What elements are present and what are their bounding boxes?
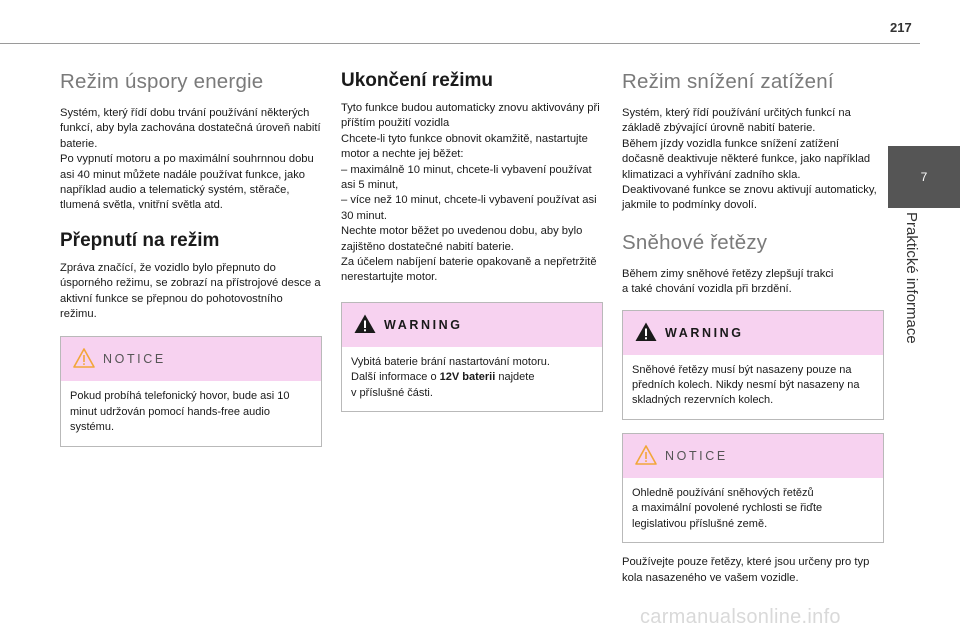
warning-text-part-2: najdete v příslušné části. xyxy=(351,371,535,399)
warning-text-part-1: Vybitá baterie brání nastartování motoru. Další informace o xyxy=(351,355,550,384)
paragraph-chain-type: Používejte pouze řetězy, které jsou určeny pro typ kola nasazeného ve vašem vozidle. xyxy=(622,556,870,584)
header-rule xyxy=(0,43,920,44)
notice-warning-triangle-icon xyxy=(634,443,658,467)
heading-load-reduction-mode: Režim snížení zatížení xyxy=(622,70,834,93)
warning-triangle-icon xyxy=(353,312,377,336)
heading-snow-chains: Sněhové řetězy xyxy=(622,230,768,254)
warning-text-battery: 12V baterii xyxy=(439,371,496,384)
notice-warning-triangle-icon xyxy=(72,346,96,370)
heading-energy-saving-mode: Režim úspory energie xyxy=(60,70,264,93)
warning-text xyxy=(342,347,602,411)
column-exit-mode xyxy=(341,70,603,412)
notice-text: Pokud probíhá telefonický hovor, bude asi 10 minut udržován pomocí hands-free audio systému. xyxy=(70,390,290,434)
chapter-tab xyxy=(888,146,960,208)
notice-box xyxy=(60,336,322,446)
paragraph-exit-mode: Tyto funkce budou automaticky znovu aktivovány při příštím použití vozidla Chcete-li tyto funkce obnovit okamžitě, nastartujte motor a nechte jej běžet: – maximálně 10 minut, chcete-li vybavení používat asi 5 minut, – více než 10 minut, chcete-li vybavení používat asi 30 minut. Nechte motor běžet po uvedenou dobu, aby bylo zajištěno dostatečné nabití baterie. Za účelem nabíjení baterie opakovaně a nepřetržitě nerestartujte motor. xyxy=(341,102,600,284)
paragraph-energy-saving: Systém, který řídí dobu trvání používání některých funkcí, aby byla zachována dostatečná úroveň nabití baterie. Po vypnutí motoru a po maximální souhrnnou dobu asi 40 minut můžete nadále používat funkce, jako například audio a telematický systém, stěrače, tlumená světla, vnitřní světla atd. xyxy=(60,107,321,212)
paragraph-load-reduction: Systém, který řídí používání určitých funkcí na základě zbývající úrovně nabití baterie. Během jízdy vozidla funkce snížení zatížení dočasně deaktivuje některé funkce, jako například klimatizaci a vyhřívání zadního skla. Deaktivované funkce se znovu aktivují automaticky, jakmile to podmínky dovolí. xyxy=(622,107,877,212)
column-energy-saving xyxy=(60,70,322,447)
notice-title: NOTICE xyxy=(103,352,166,367)
warning-title: WARNING xyxy=(384,317,463,332)
chapter-title-vertical xyxy=(902,212,922,362)
paragraph-switch-to-mode: Zpráva značící, že vozidlo bylo přepnuto do úsporného režimu, se zobrazí na přístrojové desce a aktivní funkce se přepnou do pohotovostního režimu. xyxy=(60,261,321,321)
snow-warning-header xyxy=(623,311,883,355)
warning-box xyxy=(341,302,603,412)
watermark: carmanualsonline.info xyxy=(640,606,841,628)
snow-warning-box xyxy=(622,310,884,420)
paragraph-snow-chains: Během zimy sněhové řetězy zlepšují trakci a také chování vozidla při brzdění. xyxy=(622,267,834,296)
snow-notice-title: NOTICE xyxy=(665,448,728,463)
snow-notice-header xyxy=(623,434,883,478)
warning-triangle-icon xyxy=(634,320,658,344)
snow-warning-title: WARNING xyxy=(665,325,744,340)
chapter-number: 7 xyxy=(920,170,928,184)
column-load-reduction xyxy=(622,70,884,586)
snow-notice-text: Ohledně používání sněhových řetězů a maximální povolené rychlosti se řiďte legislativou příslušné země. xyxy=(632,486,823,530)
snow-warning-text: Sněhové řetězy musí být nasazeny pouze na předních kolech. Nikdy nesmí být nasazeny na skladných rezervních kolech. xyxy=(632,363,860,407)
warning-header xyxy=(342,303,602,347)
heading-switch-to-mode: Přepnutí na režim xyxy=(60,229,220,251)
heading-exit-mode: Ukončení režimu xyxy=(341,70,494,91)
notice-header xyxy=(61,337,321,381)
chapter-title: Praktické informace xyxy=(903,212,920,344)
snow-notice-box xyxy=(622,433,884,543)
page-number: 217 xyxy=(890,20,912,35)
